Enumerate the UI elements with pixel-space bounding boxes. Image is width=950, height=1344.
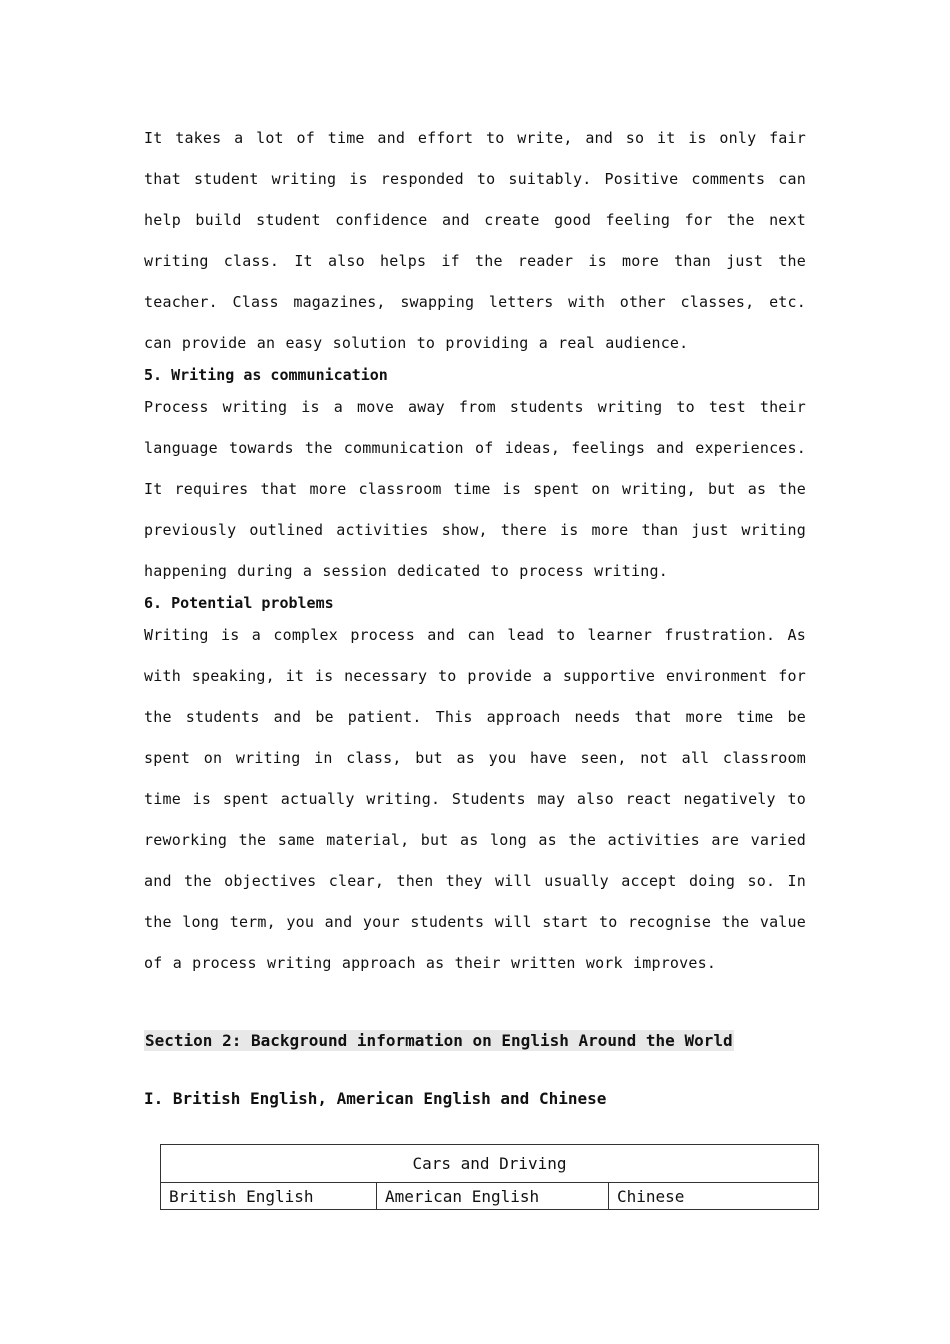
potential-problems-paragraph: Writing is a complex process and can lead to learner frustration. As with speaking, it is necessary to provide a supportive environment for the students and be patient. This approach needs that more time be spent on writing in class, but as you have seen, not all classroom time is spent actually writing. Students may also react negatively to reworking the same material, but as long as the activities are varied and the objectives clear, then they will usually accept doing so. In the long term, you and your students will start to recognise the value of a process writing approach as their written work improves.: [144, 626, 806, 972]
intro-paragraph: It takes a lot of time and effort to write, and so it is only fair that student writing is responded to suitably. Positive comments can help build student confidence and create good feeling for the next writing class. It also helps if the reader is more than just the teacher. Class magazines, swapping letters with other classes, etc. can provide an easy solution to providing a real audience.: [144, 129, 806, 352]
table-caption: Cars and Driving: [161, 1145, 819, 1183]
table-header-row: [161, 1183, 819, 1210]
header-american-english: American English: [377, 1183, 609, 1210]
writing-as-communication-paragraph: Process writing is a move away from students writing to test their language towards the communication of ideas, feelings and experiences. It requires that more classroom time is spent on writing, but as the previously outlined activities show, there is more than just writing happening during a session dedicated to process writing.: [144, 398, 806, 580]
header-chinese: Chinese: [609, 1183, 819, 1210]
heading-potential-problems: 6. Potential problems: [144, 594, 334, 612]
header-british-english: British English: [161, 1183, 377, 1210]
section-2-title: Section 2: Background information on English Around the World: [145, 1031, 733, 1050]
heading-writing-as-communication: 5. Writing as communication: [144, 366, 388, 384]
document-body: [144, 118, 806, 984]
british-american-chinese-subtitle: I. British English, American English and Chinese: [144, 1089, 607, 1108]
cars-and-driving-table: [160, 1144, 819, 1210]
table-caption-row: [161, 1145, 819, 1183]
